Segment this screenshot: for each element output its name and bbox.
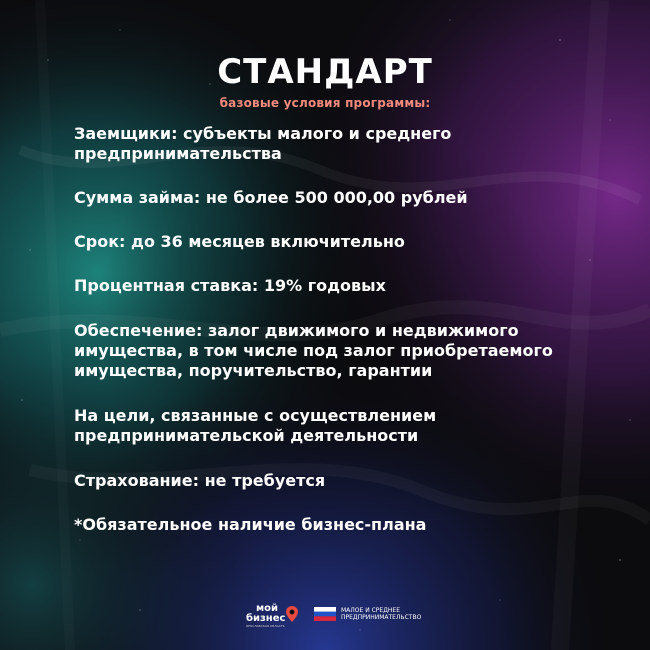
condition-term: Срок: до 36 месяцев включительно [74, 232, 405, 251]
logo-word-moy: мой [256, 603, 279, 614]
logo-region-text: ЯРОСЛАВСКАЯ ОБЛАСТЬ [246, 624, 285, 628]
moy-biznes-logo [246, 604, 302, 626]
location-pin-icon [286, 606, 298, 622]
condition-borrowers: Заемщики: субъекты малого и среднего предпринимательства [74, 124, 452, 163]
condition-business-plan-note: *Обязательное наличие бизнес-плана [74, 515, 427, 534]
msp-line-2: ПРЕДПРИНИМАТЕЛЬСТВО [341, 614, 422, 621]
logo-word-biznes: бизнес [246, 613, 286, 624]
msp-line-1: МАЛОЕ И СРЕДНЕЕ [341, 607, 400, 614]
condition-collateral: Обеспечение: залог движимого и недвижимого имущества, в том числе под залог приобретаемого имущества, поручительство, гарантии [74, 321, 553, 380]
page-title: СТАНДАРТ [217, 52, 433, 92]
msp-logo [314, 604, 424, 626]
condition-interest-rate: Процентная ставка: 19% годовых [74, 276, 386, 295]
msp-logo-text [341, 607, 421, 621]
condition-loan-amount: Сумма займа: не более 500 000,00 рублей [74, 188, 468, 207]
condition-insurance: Страхование: не требуется [74, 471, 326, 490]
page-subtitle: базовые условия программы: [219, 96, 431, 110]
condition-purpose: На цели, связанные с осуществлением предпринимательской деятельности [74, 406, 437, 445]
russian-flag-icon [314, 607, 336, 621]
